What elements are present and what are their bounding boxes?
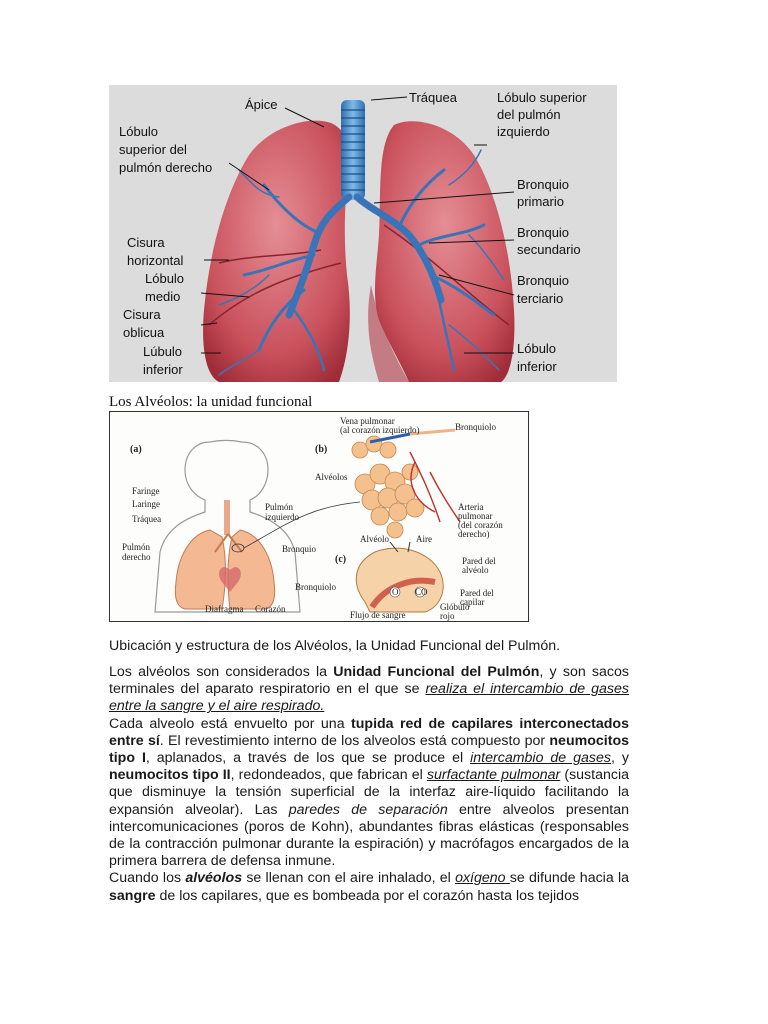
bold-text: neumocitos tipo I — [109, 732, 630, 767]
text: , y — [611, 750, 629, 767]
text: de los capilares, que es bombeada por el corazón hasta los tejidos — [155, 887, 580, 904]
lungs-anatomy-figure — [109, 85, 617, 382]
alveoli-cluster — [352, 436, 424, 538]
lungs-illustration — [109, 85, 617, 382]
label-lobulo-sup-der: Lóbulo superior del pulmón derecho — [119, 124, 213, 175]
link-surfactante-pulmonar[interactable]: surfactante pulmonar — [426, 767, 561, 784]
label-traquea-2: Tráquea — [132, 514, 162, 524]
article-body — [109, 664, 629, 905]
label-flujo-sangre: Flujo de sangre — [350, 610, 406, 620]
label-arteria-pulmonar: Arteria pulmonar (del corazón derecho) — [458, 502, 503, 539]
text: Cada alveolo está envuelto por una — [109, 715, 352, 732]
label-b: (b) — [315, 444, 328, 455]
figure-caption-ubicacion: Ubicación y estructura de los Alvéolos, la Unidad Funcional del Pulmón. — [109, 638, 561, 654]
label-co2: CO — [415, 587, 428, 597]
text: . El revestimiento interno de los alveolos está compuesto por — [159, 732, 550, 749]
paragraph-3 — [109, 870, 629, 904]
text: , y son sacos terminales del aparato respiratorio en el que se — [109, 664, 629, 698]
bold-text: sangre — [109, 887, 156, 904]
label-diafragma: Diafragma — [205, 604, 244, 614]
left-lung — [375, 121, 514, 382]
label-traquea: Tráquea — [409, 90, 457, 105]
link-intercambio-gases[interactable]: realiza el intercambio de gases entre la sangre y el aire respirado. — [109, 681, 629, 715]
figure-caption-alveolos: Los Alvéolos: la unidad funcional — [109, 394, 313, 410]
label-vena-pulmonar: Vena pulmonar (al corazón izquierdo) — [340, 416, 420, 435]
label-o2: O — [392, 587, 399, 597]
label-bronquio-secundario: Bronquio secundario — [517, 225, 581, 257]
paragraph-1 — [109, 664, 629, 716]
bold-italic-text: alvéolos — [185, 870, 243, 887]
link-oxigeno[interactable]: oxígeno — [455, 870, 510, 887]
italic-text: paredes de separación — [288, 801, 448, 818]
text: Los alvéolos son considerados la — [109, 664, 334, 680]
right-lung — [203, 121, 350, 382]
text: entre alveolos presentan intercomunicaciones (poros de Kohn), abundantes fibras elásticas (responsables de la contracción pulmonar durante la espiración) y macrófagos encargados de la primera barrera de defensa inmune. — [109, 801, 630, 870]
bold-text: tupida red de capilares interconectados entre sí — [109, 715, 629, 749]
label-alveolos: Alvéolos — [315, 472, 348, 482]
bold-text: Unidad Funcional del Pulmón — [333, 664, 540, 680]
alveoli-structure-figure — [109, 411, 529, 622]
label-alveolo: Alvéolo — [360, 534, 389, 544]
label-apice: Ápice — [245, 97, 278, 112]
label-globulo-rojo: Glóbulo rojo — [440, 602, 470, 621]
label-bronquio-primario: Bronquio primario — [517, 177, 570, 209]
text: se difunde hacia la — [509, 870, 629, 887]
label-bronquiolo: Bronquiolo — [295, 582, 337, 592]
alveoli-illustration — [110, 412, 528, 621]
label-cisura-oblicua: Cisura oblicua — [123, 307, 165, 340]
paragraph-2 — [109, 716, 629, 871]
label-a: (a) — [130, 444, 142, 455]
text: , redondeados, que fabrican el — [230, 767, 427, 784]
text: se llenan con el aire inhalado, el — [242, 870, 456, 887]
label-laringe: Laringe — [132, 499, 160, 509]
label-lobulo-sup-izq: Lóbulo superior del pulmón izquierdo — [497, 90, 587, 139]
label-faringe: Faringe — [132, 486, 160, 496]
label-cisura-horizontal: Cisura horizontal — [127, 235, 184, 268]
label-c: (c) — [335, 554, 347, 565]
label-pared-capilar: Pared del capilar — [460, 588, 494, 607]
label-lobulo-inferior-der: Lúbulo inferior — [143, 344, 183, 377]
label-pulmon-der: Pulmón derecho — [122, 542, 151, 562]
label-corazon: Corazón — [255, 604, 286, 614]
text: , aplanados, a través de los que se produce el — [145, 750, 471, 767]
bold-text: neumocitos tipo II — [109, 767, 231, 784]
lung-left — [175, 530, 225, 609]
label-bronquiolo-b: Bronquiolo — [455, 422, 497, 432]
label-pared-alveolo: Pared del alvéolo — [462, 556, 496, 575]
label-aire: Aire — [416, 534, 432, 544]
label-lobulo-inferior-izq: Lóbulo inferior — [517, 341, 557, 374]
label-pulmon-izq: Pulmón izquierdo — [265, 502, 299, 522]
label-bronquio-terciario: Bronquio terciario — [517, 273, 570, 306]
text: (sustancia que disminuye la tensión superficial de la interfaz aire-líquido facilitando la expansión alveolar). Las — [109, 767, 630, 818]
text: Cuando los — [109, 870, 186, 887]
label-bronquio: Bronquio — [282, 544, 317, 554]
link-intercambio-de-gases[interactable]: intercambio de gases — [470, 750, 611, 767]
label-lobulo-medio: Lóbulo medio — [145, 271, 185, 304]
